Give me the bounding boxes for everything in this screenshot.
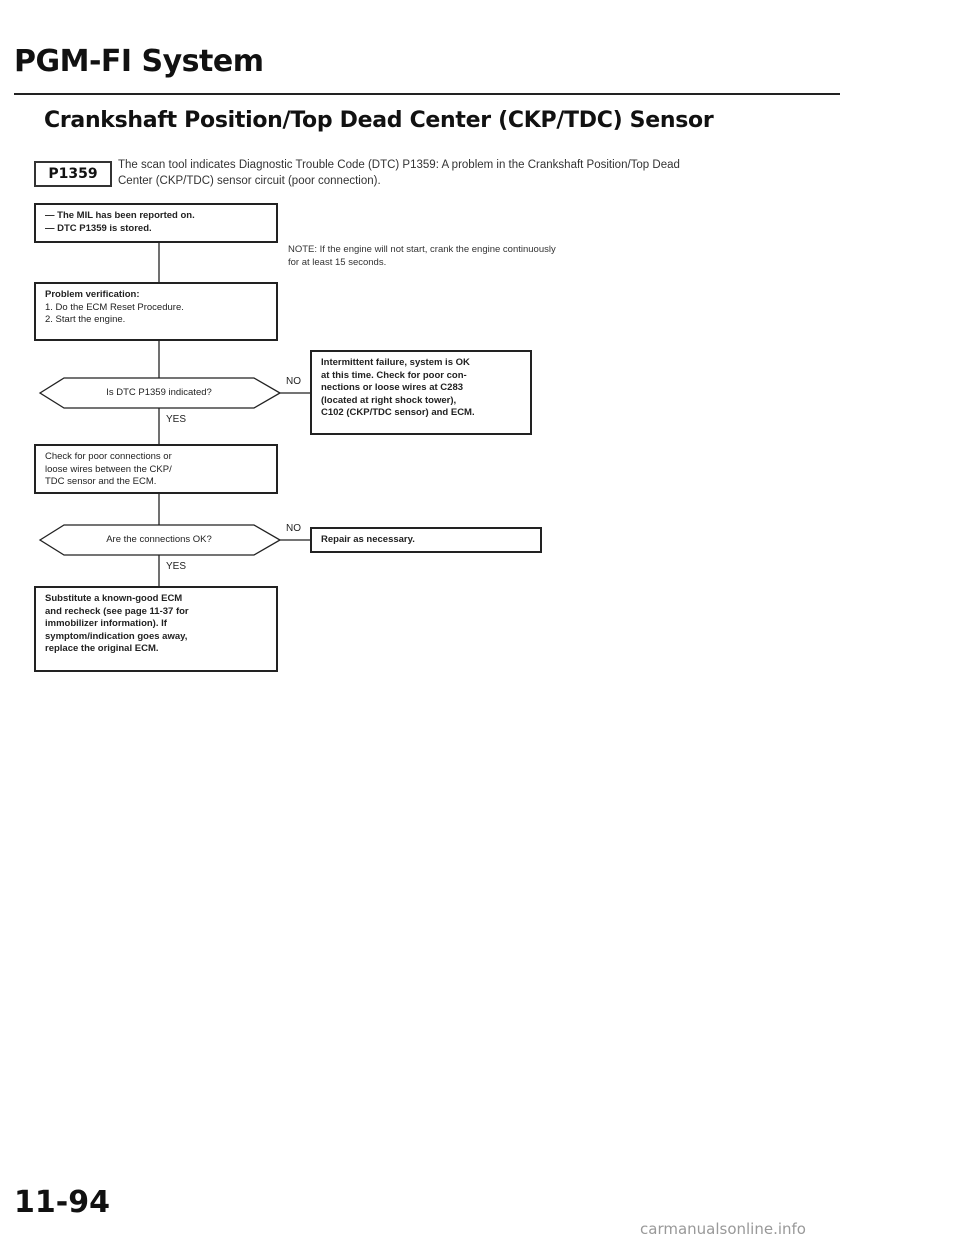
intermittent-line: nections or loose wires at C283 [321, 382, 464, 393]
intermittent-line: at this time. Check for poor con- [321, 369, 467, 381]
intermittent-line: Intermittent failure, system is OK [321, 357, 470, 368]
decision2-question: Are the connections OK? [106, 534, 212, 545]
verification-step: 1. Do the ECM Reset Procedure. [45, 301, 184, 313]
substitute-line: symptom/indication goes away, [45, 630, 188, 642]
verification-step: 2. Start the engine. [45, 314, 126, 325]
decision1-question: Is DTC P1359 indicated? [106, 387, 212, 398]
check-line: loose wires between the CKP/ [45, 463, 172, 475]
start-condition-box [34, 203, 278, 243]
site-watermark: carmanualsonline.info [640, 1220, 806, 1238]
note-line: for at least 15 seconds. [288, 257, 387, 268]
decision1-no-label: NO [286, 376, 301, 387]
problem-verification-box [34, 282, 278, 341]
note-line: NOTE: If the engine will not start, crank the engine continuously [288, 244, 556, 255]
check-line: TDC sensor and the ECM. [45, 476, 157, 487]
page-number: 11-94 [14, 1185, 110, 1220]
start-condition-line: — The MIL has been reported on. [45, 210, 195, 221]
substitute-line: immobilizer information). If [45, 618, 167, 629]
substitute-ecm-box [34, 586, 278, 672]
title-rule [14, 93, 840, 95]
dtc-description-line: Center (CKP/TDC) sensor circuit (poor connection). [118, 175, 381, 187]
decision1-yes-label: YES [166, 414, 187, 425]
repair-text: Repair as necessary. [321, 534, 415, 545]
intermittent-line: C102 (CKP/TDC sensor) and ECM. [321, 407, 475, 418]
decision2-yes-label: YES [166, 561, 187, 572]
dtc-code-badge: P1359 [34, 161, 112, 187]
repair-box [310, 527, 542, 553]
dtc-description-line: The scan tool indicates Diagnostic Trouble Code (DTC) P1359: A problem in the Crankshaft Position/Top Dead [118, 159, 680, 171]
note-text [288, 243, 688, 269]
substitute-line: Substitute a known-good ECM [45, 593, 183, 604]
substitute-line: replace the original ECM. [45, 643, 159, 654]
intermittent-line: (located at right shock tower), [321, 394, 457, 406]
system-title: PGM-FI System [14, 44, 264, 79]
check-line: Check for poor connections or [45, 451, 172, 462]
decision2-no-label: NO [286, 523, 301, 534]
section-title: Crankshaft Position/Top Dead Center (CKP/TDC) Sensor [44, 108, 714, 133]
start-condition-line: — DTC P1359 is stored. [45, 222, 152, 234]
check-connections-box [34, 444, 278, 494]
verification-title: Problem verification: [45, 289, 140, 300]
substitute-line: and recheck (see page 11-37 for [45, 605, 189, 617]
intermittent-failure-box [310, 350, 532, 435]
dtc-description [118, 157, 838, 189]
